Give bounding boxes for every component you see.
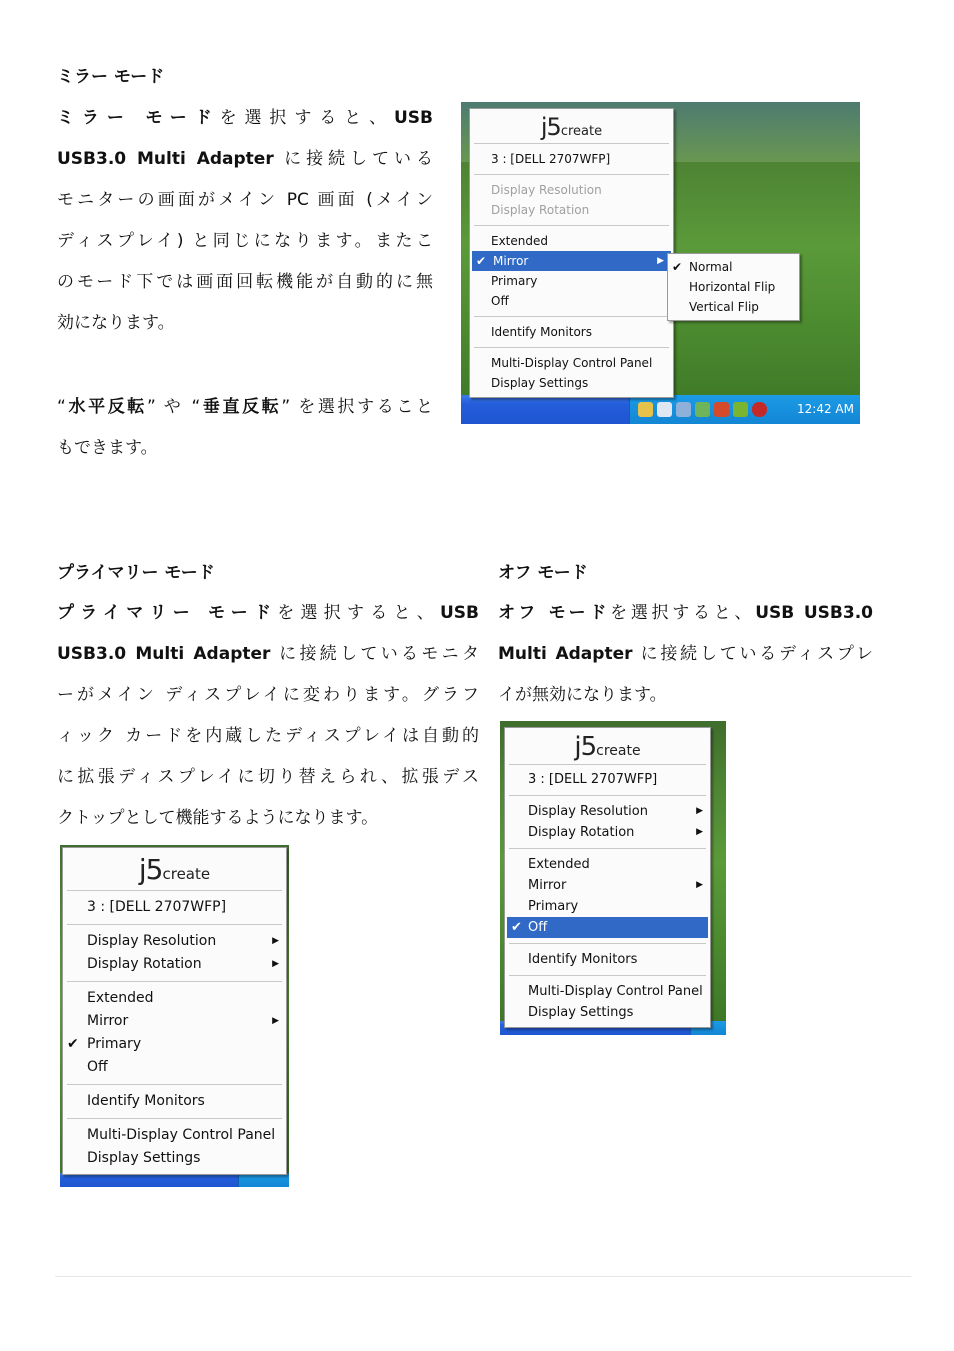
text: “ [57,397,66,417]
logo-j5: j5 [138,853,163,886]
off-heading: オフ モード [498,563,588,583]
j5create-logo [470,109,673,143]
menu-item-label: Mirror [87,1013,129,1029]
menu-separator [509,795,706,796]
mirror-heading: ミラー モード [57,67,165,87]
tray-icon[interactable] [676,402,691,417]
text: モニターの画面がメイン PC 画面 (メイン [57,190,433,210]
taskbar [461,395,860,424]
checkmark-icon: ✔ [511,920,522,935]
logo-create: create [560,124,603,139]
menu-item-extended[interactable]: Extended [528,857,590,872]
checkmark-icon: ✔ [672,260,683,274]
usb-term: USB USB3.0 [755,603,873,623]
off-screenshot [500,721,726,1035]
text: に接続している [273,149,434,169]
submenu-arrow-icon: ▶ [696,880,703,890]
menu-item-display-rotation[interactable] [505,822,710,843]
mirror-screenshot [461,102,860,424]
system-tray [629,395,860,424]
logo-create: create [162,865,211,883]
menu-item-label: Display Resolution [87,933,217,949]
clock: 12:42 AM [797,402,854,416]
volume-icon[interactable] [714,402,729,417]
text: に接続しているディスプレ [632,644,873,664]
menu-item-control-panel[interactable]: Multi-Display Control Panel [491,356,653,370]
text: クトップとして機能するようになります。 [57,808,379,828]
menu-separator [67,1118,282,1119]
submenu-arrow-icon: ▶ [272,1016,279,1026]
text: ーがメイン ディスプレイに変わります。グラフ [57,685,479,705]
horizontal-flip-term: 水平反転 [65,397,147,417]
j5-context-menu [504,727,711,1028]
off-mode-term: オフ モード [498,603,611,623]
menu-item-display-rotation: Display Rotation [491,203,590,217]
j5create-logo [505,728,710,764]
text: のモード下では画面回転機能が自動的に無 [57,272,433,292]
adapter-term: USB3.0 Multi Adapter [57,149,274,169]
menu-separator [474,316,669,317]
menu-separator [509,975,706,976]
off-paragraph [498,593,873,716]
text: ” を選択すること [281,397,434,417]
usb-term: USB [439,603,479,623]
mirror-mode-term: ミラー モード [57,108,220,128]
submenu-arrow-icon: ▶ [696,806,703,816]
submenu-item-normal[interactable] [668,257,799,277]
menu-separator [474,347,669,348]
submenu-arrow-icon: ▶ [657,256,664,266]
taskbar [60,1173,289,1187]
system-tray [238,1173,289,1187]
text: を選択すると、 [277,603,440,623]
menu-item-primary[interactable]: Primary [491,274,538,288]
menu-item-primary[interactable] [63,1033,286,1056]
adapter-term: Multi Adapter [498,644,633,664]
submenu-arrow-icon: ▶ [272,936,279,946]
menu-item-display-resolution[interactable] [63,930,286,953]
menu-item-label: Display Resolution [528,804,648,819]
tray-icon[interactable] [657,402,672,417]
usb-term: USB [393,108,433,128]
checkmark-icon: ✔ [476,254,487,268]
menu-item-identify-monitors[interactable]: Identify Monitors [491,325,592,339]
menu-item-mirror[interactable] [63,1010,286,1033]
menu-item-display-settings[interactable]: Display Settings [528,1005,634,1020]
menu-item-display-resolution[interactable] [505,801,710,822]
submenu-item-vertical-flip[interactable]: Vertical Flip [689,300,759,314]
menu-item-label: Mirror [493,254,529,268]
menu-item-display-rotation[interactable] [63,953,286,976]
security-shield-icon[interactable] [752,402,767,417]
primary-screenshot [60,845,289,1187]
menu-item-extended[interactable]: Extended [87,990,154,1006]
mirror-paragraph [57,98,433,344]
primary-heading: プライマリー モード [57,563,215,583]
menu-item-off[interactable]: Off [87,1059,108,1075]
j5create-logo [63,848,286,890]
logo-j5: j5 [574,732,597,762]
menu-item-display-settings[interactable]: Display Settings [87,1150,201,1166]
text: イが無効になります。 [498,685,667,705]
menu-separator [474,174,669,175]
menu-item-label: Primary [87,1036,142,1052]
text: ディスプレイ) と同じになります。またこ [57,231,433,251]
j5-context-menu [469,108,674,398]
text: 効になります。 [57,313,175,333]
text: ィック カードを内蔵したディスプレイは自動的 [57,726,479,746]
menu-separator [67,924,282,925]
submenu-arrow-icon: ▶ [272,959,279,969]
menu-separator [67,981,282,982]
text: を選択すると、 [610,603,756,623]
footer-divider [55,1276,911,1277]
primary-paragraph [57,593,479,839]
text: ” や “ [146,397,201,417]
menu-separator [67,1084,282,1085]
menu-item-off[interactable]: Off [491,294,509,308]
logo-j5: j5 [540,113,561,141]
menu-item-label: Mirror [528,878,567,893]
text: を選択すると、 [219,108,394,128]
menu-item-label: Off [528,920,548,935]
checkmark-icon: ✔ [67,1036,79,1052]
menu-item-identify-monitors[interactable]: Identify Monitors [87,1093,205,1109]
menu-item-mirror[interactable] [472,251,671,271]
menu-item-device[interactable]: 3 : [DELL 2707WFP] [491,152,611,166]
menu-item-device[interactable]: 3 : [DELL 2707WFP] [528,772,658,787]
nvidia-icon[interactable] [733,402,748,417]
menu-item-device[interactable]: 3 : [DELL 2707WFP] [87,899,227,915]
mirror-submenu [667,253,800,321]
tray-icon[interactable] [638,402,653,417]
menu-item-extended[interactable]: Extended [491,234,548,248]
vertical-flip-term: 垂直反転 [200,397,282,417]
j5-context-menu [62,847,287,1175]
menu-item-label: Display Rotation [528,825,635,840]
submenu-arrow-icon: ▶ [696,827,703,837]
submenu-item-horizontal-flip[interactable]: Horizontal Flip [689,280,776,294]
menu-item-display-settings[interactable]: Display Settings [491,376,589,390]
menu-separator [509,848,706,849]
menu-item-mirror[interactable] [505,875,710,896]
submenu-item-label: Normal [689,260,733,274]
menu-item-control-panel[interactable]: Multi-Display Control Panel [87,1127,276,1143]
mirror-flip-paragraph [57,387,433,469]
menu-separator [474,225,669,226]
text: に接続しているモニタ [270,644,479,664]
primary-mode-term: プライマリー モード [57,603,278,623]
text: もできます。 [57,438,158,458]
text: に拡張ディスプレイに切り替えられ、拡張デス [57,767,479,787]
logo-create: create [596,743,641,759]
menu-item-off[interactable] [507,917,708,938]
menu-item-identify-monitors[interactable]: Identify Monitors [528,952,638,967]
tray-icon[interactable] [695,402,710,417]
menu-separator [509,943,706,944]
adapter-term: USB3.0 Multi Adapter [57,644,271,664]
menu-item-control-panel[interactable]: Multi-Display Control Panel [528,984,703,999]
menu-item-label: Display Rotation [87,956,202,972]
menu-item-display-resolution: Display Resolution [491,183,602,197]
menu-item-primary[interactable]: Primary [528,899,579,914]
